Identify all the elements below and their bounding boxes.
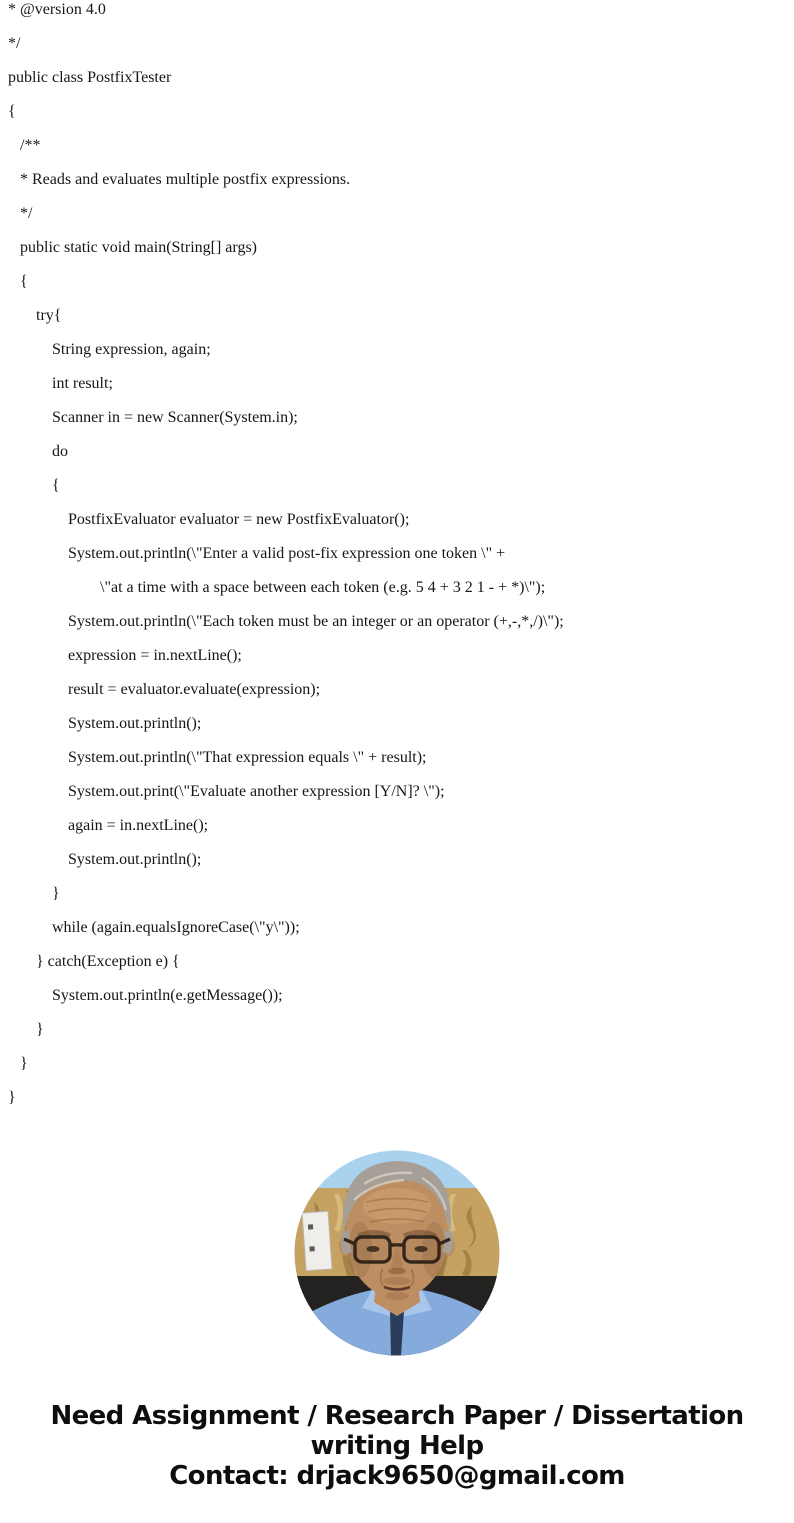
code-line: int result; — [8, 375, 113, 392]
code-block — [8, 0, 564, 1115]
chin-shadow — [385, 1292, 409, 1300]
code-line: System.out.println(\"Enter a valid post-fix expression one token \" + — [8, 545, 506, 562]
code-line: \"at a time with a space between each token (e.g. 5 4 + 3 2 1 - + *)\"); — [8, 579, 546, 596]
footer-line-2: writing Help — [310, 1431, 484, 1461]
code-line: System.out.println(e.getMessage()); — [8, 987, 283, 1004]
code-line: /** — [8, 137, 41, 154]
code-line: try{ — [8, 307, 62, 324]
code-line: System.out.println(); — [8, 851, 202, 868]
code-line: expression = in.nextLine(); — [8, 647, 242, 664]
eye-right — [415, 1246, 428, 1252]
code-line: } — [8, 1089, 16, 1106]
code-line: { — [8, 477, 60, 494]
code-line: * @version 4.0 — [8, 1, 106, 18]
footer-line-1: Need Assignment / Research Paper / Dissertation — [50, 1401, 744, 1431]
code-line: System.out.println(\"Each token must be an integer or an operator (+,-,*,/)\"); — [8, 613, 564, 630]
code-line: } — [8, 885, 60, 902]
code-line: public class PostfixTester — [8, 69, 172, 86]
wall-frame — [302, 1211, 332, 1271]
code-line: * Reads and evaluates multiple postfix expressions. — [8, 171, 351, 188]
nostril-shadow — [388, 1268, 406, 1275]
footer-banner — [0, 1401, 794, 1491]
footer-contact: Contact: drjack9650@gmail.com — [169, 1461, 625, 1491]
code-line: } catch(Exception e) { — [8, 953, 180, 970]
code-line: } — [8, 1021, 44, 1038]
code-line: */ — [8, 35, 21, 52]
code-line: Scanner in = new Scanner(System.in); — [8, 409, 298, 426]
code-line: System.out.println(\"That expression equals \" + result); — [8, 749, 427, 766]
code-line: System.out.print(\"Evaluate another expression [Y/N]? \"); — [8, 783, 445, 800]
code-line: { — [8, 103, 16, 120]
code-line: PostfixEvaluator evaluator = new PostfixEvaluator(); — [8, 511, 410, 528]
code-line: System.out.println(); — [8, 715, 202, 732]
code-line: again = in.nextLine(); — [8, 817, 209, 834]
code-line: public static void main(String[] args) — [8, 239, 257, 256]
code-line: { — [8, 273, 28, 290]
code-line: while (again.equalsIgnoreCase(\"y\")); — [8, 919, 300, 936]
code-line: } — [8, 1055, 28, 1072]
code-line: do — [8, 443, 68, 460]
man-portrait-icon — [294, 1150, 500, 1356]
upper-lip-shadow — [383, 1277, 411, 1285]
code-line: result = evaluator.evaluate(expression); — [8, 681, 321, 698]
code-line: String expression, again; — [8, 341, 211, 358]
avatar — [294, 1150, 500, 1356]
eye-left — [367, 1246, 380, 1252]
code-line: */ — [8, 205, 33, 222]
